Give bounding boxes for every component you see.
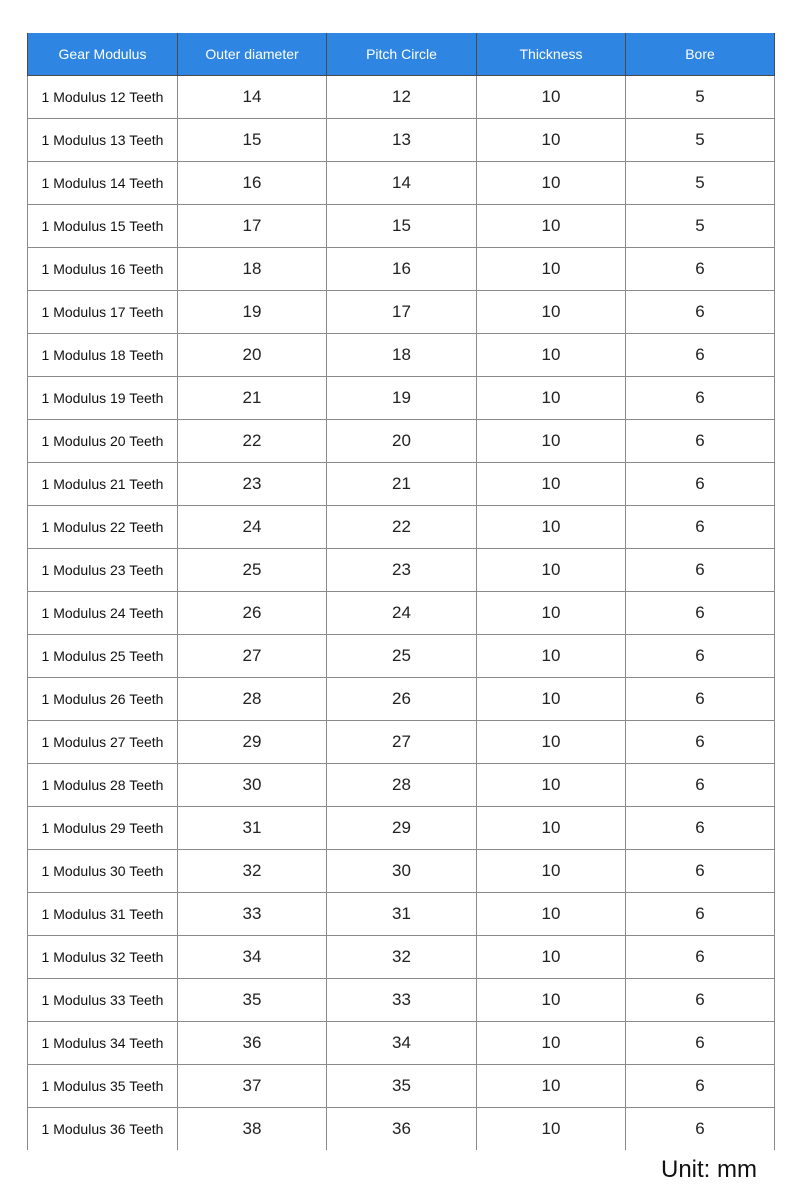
gear-modulus-cell: 1 Modulus 23 Teeth	[28, 549, 178, 592]
table-row	[28, 678, 775, 721]
header-row	[28, 33, 775, 76]
header-outer-diameter: Outer diameter	[178, 33, 327, 76]
gear-spec-table	[27, 33, 775, 1150]
gear-modulus-cell: 1 Modulus 17 Teeth	[28, 291, 178, 334]
bore-cell: 5	[626, 162, 775, 205]
header-gear-modulus: Gear Modulus	[28, 33, 178, 76]
table-row	[28, 979, 775, 1022]
thickness-cell: 10	[477, 850, 626, 893]
bore-cell: 6	[626, 850, 775, 893]
gear-modulus-cell: 1 Modulus 15 Teeth	[28, 205, 178, 248]
bore-cell: 6	[626, 420, 775, 463]
thickness-cell: 10	[477, 162, 626, 205]
bore-cell: 6	[626, 377, 775, 420]
table-body	[28, 76, 775, 1151]
pitch-circle-cell: 22	[327, 506, 477, 549]
outer-diameter-cell: 32	[178, 850, 327, 893]
thickness-cell: 10	[477, 592, 626, 635]
thickness-cell: 10	[477, 936, 626, 979]
pitch-circle-cell: 23	[327, 549, 477, 592]
outer-diameter-cell: 21	[178, 377, 327, 420]
table-row	[28, 420, 775, 463]
pitch-circle-cell: 24	[327, 592, 477, 635]
outer-diameter-cell: 38	[178, 1108, 327, 1151]
pitch-circle-cell: 32	[327, 936, 477, 979]
thickness-cell: 10	[477, 807, 626, 850]
bore-cell: 5	[626, 119, 775, 162]
pitch-circle-cell: 13	[327, 119, 477, 162]
gear-modulus-cell: 1 Modulus 27 Teeth	[28, 721, 178, 764]
bore-cell: 6	[626, 291, 775, 334]
thickness-cell: 10	[477, 506, 626, 549]
table-row	[28, 248, 775, 291]
gear-modulus-cell: 1 Modulus 36 Teeth	[28, 1108, 178, 1151]
pitch-circle-cell: 15	[327, 205, 477, 248]
bore-cell: 6	[626, 463, 775, 506]
outer-diameter-cell: 33	[178, 893, 327, 936]
outer-diameter-cell: 19	[178, 291, 327, 334]
gear-modulus-cell: 1 Modulus 16 Teeth	[28, 248, 178, 291]
header-pitch-circle: Pitch Circle	[327, 33, 477, 76]
pitch-circle-cell: 36	[327, 1108, 477, 1151]
outer-diameter-cell: 27	[178, 635, 327, 678]
table-row	[28, 721, 775, 764]
header-thickness: Thickness	[477, 33, 626, 76]
bore-cell: 6	[626, 936, 775, 979]
thickness-cell: 10	[477, 463, 626, 506]
pitch-circle-cell: 26	[327, 678, 477, 721]
pitch-circle-cell: 27	[327, 721, 477, 764]
bore-cell: 6	[626, 807, 775, 850]
bore-cell: 6	[626, 506, 775, 549]
gear-modulus-cell: 1 Modulus 18 Teeth	[28, 334, 178, 377]
bore-cell: 6	[626, 721, 775, 764]
gear-modulus-cell: 1 Modulus 31 Teeth	[28, 893, 178, 936]
outer-diameter-cell: 25	[178, 549, 327, 592]
gear-modulus-cell: 1 Modulus 35 Teeth	[28, 1065, 178, 1108]
gear-modulus-cell: 1 Modulus 26 Teeth	[28, 678, 178, 721]
bore-cell: 6	[626, 549, 775, 592]
table-row	[28, 549, 775, 592]
gear-modulus-cell: 1 Modulus 13 Teeth	[28, 119, 178, 162]
gear-modulus-cell: 1 Modulus 22 Teeth	[28, 506, 178, 549]
table-row	[28, 764, 775, 807]
bore-cell: 6	[626, 979, 775, 1022]
pitch-circle-cell: 12	[327, 76, 477, 119]
gear-modulus-cell: 1 Modulus 34 Teeth	[28, 1022, 178, 1065]
bore-cell: 6	[626, 1022, 775, 1065]
pitch-circle-cell: 29	[327, 807, 477, 850]
gear-modulus-cell: 1 Modulus 28 Teeth	[28, 764, 178, 807]
gear-modulus-cell: 1 Modulus 33 Teeth	[28, 979, 178, 1022]
outer-diameter-cell: 30	[178, 764, 327, 807]
bore-cell: 6	[626, 334, 775, 377]
pitch-circle-cell: 31	[327, 893, 477, 936]
bore-cell: 6	[626, 678, 775, 721]
gear-modulus-cell: 1 Modulus 20 Teeth	[28, 420, 178, 463]
pitch-circle-cell: 17	[327, 291, 477, 334]
gear-modulus-cell: 1 Modulus 12 Teeth	[28, 76, 178, 119]
gear-modulus-cell: 1 Modulus 30 Teeth	[28, 850, 178, 893]
table-row	[28, 506, 775, 549]
outer-diameter-cell: 23	[178, 463, 327, 506]
pitch-circle-cell: 33	[327, 979, 477, 1022]
bore-cell: 6	[626, 1108, 775, 1151]
thickness-cell: 10	[477, 764, 626, 807]
outer-diameter-cell: 22	[178, 420, 327, 463]
table-row	[28, 635, 775, 678]
thickness-cell: 10	[477, 291, 626, 334]
outer-diameter-cell: 34	[178, 936, 327, 979]
pitch-circle-cell: 30	[327, 850, 477, 893]
table-row	[28, 850, 775, 893]
thickness-cell: 10	[477, 76, 626, 119]
thickness-cell: 10	[477, 334, 626, 377]
pitch-circle-cell: 21	[327, 463, 477, 506]
outer-diameter-cell: 24	[178, 506, 327, 549]
thickness-cell: 10	[477, 979, 626, 1022]
gear-modulus-cell: 1 Modulus 19 Teeth	[28, 377, 178, 420]
bore-cell: 6	[626, 893, 775, 936]
thickness-cell: 10	[477, 635, 626, 678]
thickness-cell: 10	[477, 678, 626, 721]
pitch-circle-cell: 35	[327, 1065, 477, 1108]
pitch-circle-cell: 34	[327, 1022, 477, 1065]
bore-cell: 5	[626, 76, 775, 119]
table-row	[28, 291, 775, 334]
bore-cell: 6	[626, 592, 775, 635]
pitch-circle-cell: 19	[327, 377, 477, 420]
outer-diameter-cell: 28	[178, 678, 327, 721]
outer-diameter-cell: 31	[178, 807, 327, 850]
gear-modulus-cell: 1 Modulus 24 Teeth	[28, 592, 178, 635]
table-row	[28, 936, 775, 979]
thickness-cell: 10	[477, 721, 626, 764]
table-row	[28, 205, 775, 248]
thickness-cell: 10	[477, 893, 626, 936]
table-row	[28, 334, 775, 377]
table-row	[28, 119, 775, 162]
thickness-cell: 10	[477, 420, 626, 463]
thickness-cell: 10	[477, 1022, 626, 1065]
table-row	[28, 1108, 775, 1151]
outer-diameter-cell: 26	[178, 592, 327, 635]
pitch-circle-cell: 28	[327, 764, 477, 807]
thickness-cell: 10	[477, 549, 626, 592]
outer-diameter-cell: 15	[178, 119, 327, 162]
pitch-circle-cell: 16	[327, 248, 477, 291]
gear-modulus-cell: 1 Modulus 21 Teeth	[28, 463, 178, 506]
pitch-circle-cell: 18	[327, 334, 477, 377]
gear-modulus-cell: 1 Modulus 32 Teeth	[28, 936, 178, 979]
outer-diameter-cell: 16	[178, 162, 327, 205]
gear-modulus-cell: 1 Modulus 14 Teeth	[28, 162, 178, 205]
bore-cell: 5	[626, 205, 775, 248]
bore-cell: 6	[626, 248, 775, 291]
table-header	[28, 33, 775, 76]
outer-diameter-cell: 20	[178, 334, 327, 377]
table-row	[28, 76, 775, 119]
unit-label: Unit: mm	[661, 1156, 757, 1183]
pitch-circle-cell: 25	[327, 635, 477, 678]
header-bore: Bore	[626, 33, 775, 76]
table-row	[28, 893, 775, 936]
thickness-cell: 10	[477, 119, 626, 162]
pitch-circle-cell: 14	[327, 162, 477, 205]
table-row	[28, 807, 775, 850]
thickness-cell: 10	[477, 248, 626, 291]
thickness-cell: 10	[477, 1065, 626, 1108]
outer-diameter-cell: 36	[178, 1022, 327, 1065]
thickness-cell: 10	[477, 1108, 626, 1151]
table-row	[28, 1065, 775, 1108]
table-row	[28, 592, 775, 635]
gear-modulus-cell: 1 Modulus 25 Teeth	[28, 635, 178, 678]
outer-diameter-cell: 37	[178, 1065, 327, 1108]
bore-cell: 6	[626, 635, 775, 678]
thickness-cell: 10	[477, 205, 626, 248]
gear-modulus-cell: 1 Modulus 29 Teeth	[28, 807, 178, 850]
outer-diameter-cell: 17	[178, 205, 327, 248]
bore-cell: 6	[626, 764, 775, 807]
outer-diameter-cell: 14	[178, 76, 327, 119]
bore-cell: 6	[626, 1065, 775, 1108]
outer-diameter-cell: 29	[178, 721, 327, 764]
outer-diameter-cell: 18	[178, 248, 327, 291]
pitch-circle-cell: 20	[327, 420, 477, 463]
outer-diameter-cell: 35	[178, 979, 327, 1022]
table-row	[28, 1022, 775, 1065]
thickness-cell: 10	[477, 377, 626, 420]
table-row	[28, 377, 775, 420]
spec-table-container	[27, 33, 774, 1150]
table-row	[28, 162, 775, 205]
table-row	[28, 463, 775, 506]
